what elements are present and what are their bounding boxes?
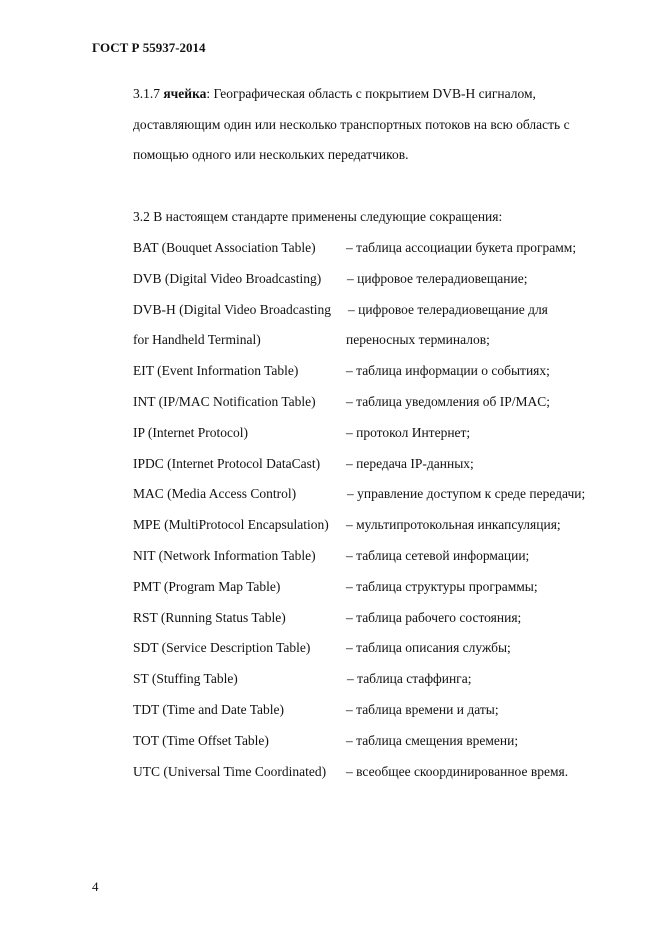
abbreviation-definition: – таблица рабочего состояния;: [346, 610, 522, 625]
abbreviation-term: IP (Internet Protocol): [133, 425, 248, 440]
abbreviation-term: TOT (Time Offset Table): [133, 733, 269, 748]
abbreviation-definition: – таблица информации о событиях;: [346, 363, 550, 378]
abbreviation-term: NIT (Network Information Table): [133, 548, 316, 563]
abbreviation-term: ST (Stuffing Table): [133, 671, 238, 686]
abbreviation-term: INT (IP/MAC Notification Table): [133, 394, 316, 409]
abbreviation-definition: – передача IP-данных;: [346, 456, 474, 471]
page-number: 4: [92, 879, 99, 894]
abbreviation-term: EIT (Event Information Table): [133, 363, 299, 378]
abbreviation-definition: – таблица описания службы;: [346, 640, 511, 655]
clause-text: : Географическая область с покрытием DVB-H сигналом,: [206, 86, 536, 101]
abbreviation-definition: – таблица уведомления об IP/MAC;: [346, 394, 551, 409]
abbreviation-definition: – цифровое телерадиовещание для: [348, 302, 548, 317]
clause-3-1-7-line-1: [133, 86, 536, 102]
abbreviation-term: BAT (Bouquet Association Table): [133, 240, 316, 255]
abbreviation-definition: – таблица структуры программы;: [346, 579, 538, 594]
clause-number: 3.1.7: [133, 86, 164, 101]
document-header: ГОСТ Р 55937-2014: [92, 40, 206, 55]
abbreviation-term: MPE (MultiProtocol Encapsulation): [133, 517, 329, 532]
abbreviation-definition: – таблица времени и даты;: [346, 702, 499, 717]
abbreviation-definition: переносных терминалов;: [346, 332, 490, 347]
clause-3-1-7-line-3: помощью одного или нескольких передатчиков.: [133, 147, 409, 162]
defined-term: ячейка: [163, 86, 207, 101]
abbreviation-term: PMT (Program Map Table): [133, 579, 281, 594]
clause-3-1-7-line-2: доставляющим один или несколько транспортных потоков на всю область с: [133, 117, 570, 132]
abbreviation-term: MAC (Media Access Control): [133, 486, 297, 501]
abbreviation-definition: – протокол Интернет;: [346, 425, 471, 440]
abbreviation-term: SDT (Service Description Table): [133, 640, 311, 655]
abbreviation-definition: – всеобщее скоординированное время.: [346, 764, 569, 779]
abbreviation-term: for Handheld Terminal): [133, 332, 261, 347]
abbreviation-definition: – таблица ассоциации букета программ;: [346, 240, 577, 255]
abbreviation-definition: – мультипротокольная инкапсуляция;: [346, 517, 561, 532]
abbreviation-definition: – таблица смещения времени;: [346, 733, 519, 748]
abbreviation-term: TDT (Time and Date Table): [133, 702, 285, 717]
abbreviation-term: UTC (Universal Time Coordinated): [133, 764, 327, 779]
abbreviation-term: RST (Running Status Table): [133, 610, 286, 625]
clause-3-2-intro: 3.2 В настоящем стандарте применены следующие сокращения:: [133, 209, 503, 224]
abbreviation-term: DVB-H (Digital Video Broadcasting: [133, 302, 332, 317]
abbreviation-definition: – таблица сетевой информации;: [346, 548, 530, 563]
abbreviation-definition: – управление доступом к среде передачи;: [347, 486, 586, 501]
abbreviation-term: IPDC (Internet Protocol DataCast): [133, 456, 321, 471]
abbreviation-definition: – таблица стаффинга;: [347, 671, 472, 686]
abbreviation-definition: – цифровое телерадиовещание;: [347, 271, 528, 286]
abbreviation-term: DVB (Digital Video Broadcasting): [133, 271, 322, 286]
